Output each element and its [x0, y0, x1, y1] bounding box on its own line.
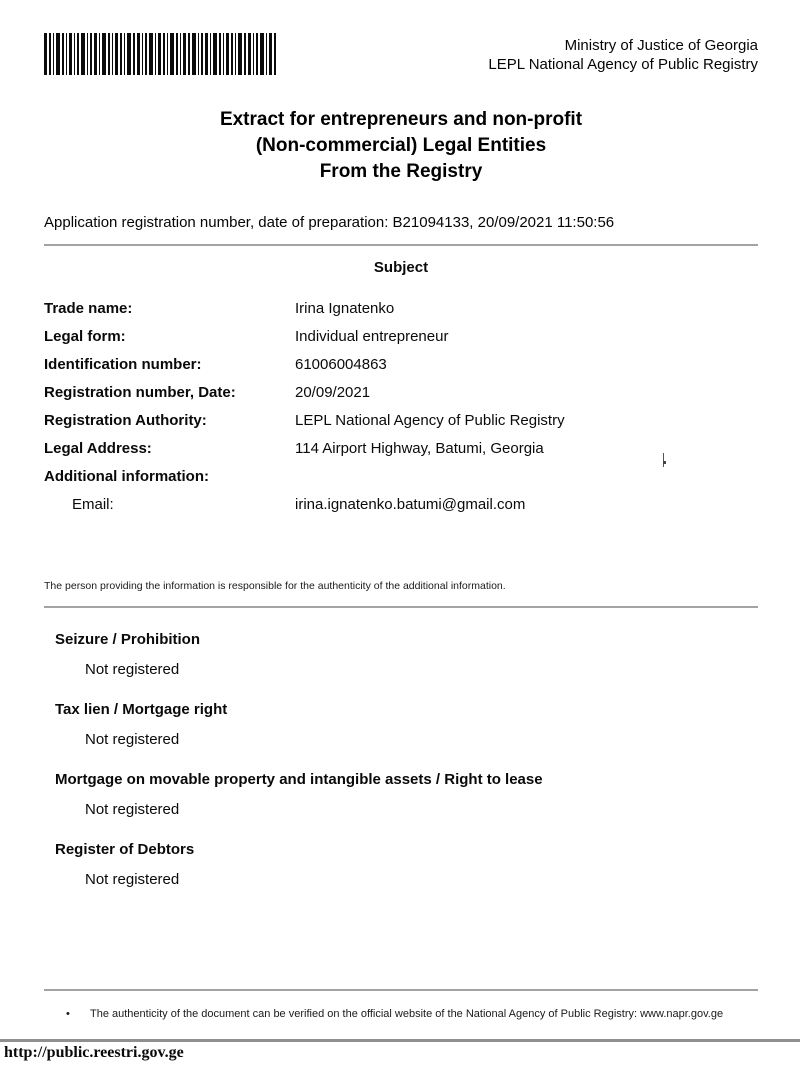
document-header: [44, 33, 758, 75]
barcode-image: [44, 33, 276, 75]
section-title: Register of Debtors: [55, 841, 195, 858]
section-title: Seizure / Prohibition: [55, 631, 201, 648]
field-label: Identification number:: [44, 355, 202, 373]
field-row-registration-authority: [44, 406, 758, 434]
bullet-icon: •: [66, 1008, 70, 1020]
ministry-header: [488, 33, 758, 74]
authenticity-note-text: The authenticity of the document can be verified on the official website of the National Agency of Public Registry: www.napr.gov.ge: [90, 1008, 724, 1020]
field-value: Irina Ignatenko: [295, 299, 395, 317]
print-footer: [0, 1039, 800, 1062]
ministry-line2: LEPL National Agency of Public Registry: [488, 56, 758, 73]
field-label: Legal form:: [44, 327, 126, 345]
subject-heading: Subject: [373, 259, 429, 276]
section-mortgage-movable-property: [55, 771, 758, 818]
subject-fields: [44, 294, 758, 518]
document-title: [44, 107, 758, 185]
field-value: irina.ignatenko.batumi@gmail.com: [295, 495, 526, 513]
document-title-line3: From the Registry: [319, 161, 483, 182]
section-status: Not registered: [85, 661, 180, 678]
application-registration-line: Application registration number, date of preparation: B21094133, 20/09/2021 11:50:56: [44, 214, 615, 231]
section-seizure-prohibition: [55, 631, 758, 678]
field-label: Registration number, Date:: [44, 383, 236, 401]
field-value: 61006004863: [295, 355, 387, 373]
field-row-legal-address: [44, 434, 758, 462]
divider: [44, 606, 758, 608]
field-row-registration-number-date: [44, 378, 758, 406]
field-label: Email:: [72, 495, 114, 513]
field-row-additional-information: [44, 462, 758, 490]
text-cursor-artifact: [663, 453, 664, 467]
authenticity-note: [44, 1008, 758, 1020]
divider: [44, 989, 758, 991]
section-register-of-debtors: [55, 841, 758, 888]
divider: [44, 244, 758, 246]
field-row-legal-form: [44, 322, 758, 350]
additional-info-disclaimer: The person providing the information is responsible for the authenticity of the additional information.: [44, 580, 506, 592]
field-value: 114 Airport Highway, Batumi, Georgia: [295, 439, 544, 457]
section-status: Not registered: [85, 871, 180, 888]
section-status: Not registered: [85, 731, 180, 748]
section-title: Tax lien / Mortgage right: [55, 701, 228, 718]
section-tax-lien-mortgage: [55, 701, 758, 748]
field-label: Trade name:: [44, 299, 133, 317]
field-row-identification-number: [44, 350, 758, 378]
field-value: 20/09/2021: [295, 383, 371, 401]
field-row-email: [44, 490, 758, 518]
source-url: http://public.reestri.gov.ge: [4, 1044, 184, 1061]
field-label: Registration Authority:: [44, 411, 207, 429]
section-title: Mortgage on movable property and intangible assets / Right to lease: [55, 771, 543, 788]
registry-sections: [44, 631, 758, 888]
ministry-line1: Ministry of Justice of Georgia: [564, 37, 758, 54]
field-value: LEPL National Agency of Public Registry: [295, 411, 565, 429]
section-status: Not registered: [85, 801, 180, 818]
field-row-trade-name: [44, 294, 758, 322]
document-title-line2: (Non-commercial) Legal Entities: [255, 135, 547, 156]
document-title-line1: Extract for entrepreneurs and non-profit: [219, 109, 583, 130]
field-label: Additional information:: [44, 467, 209, 485]
field-value: Individual entrepreneur: [295, 327, 449, 345]
field-label: Legal Address:: [44, 439, 152, 457]
